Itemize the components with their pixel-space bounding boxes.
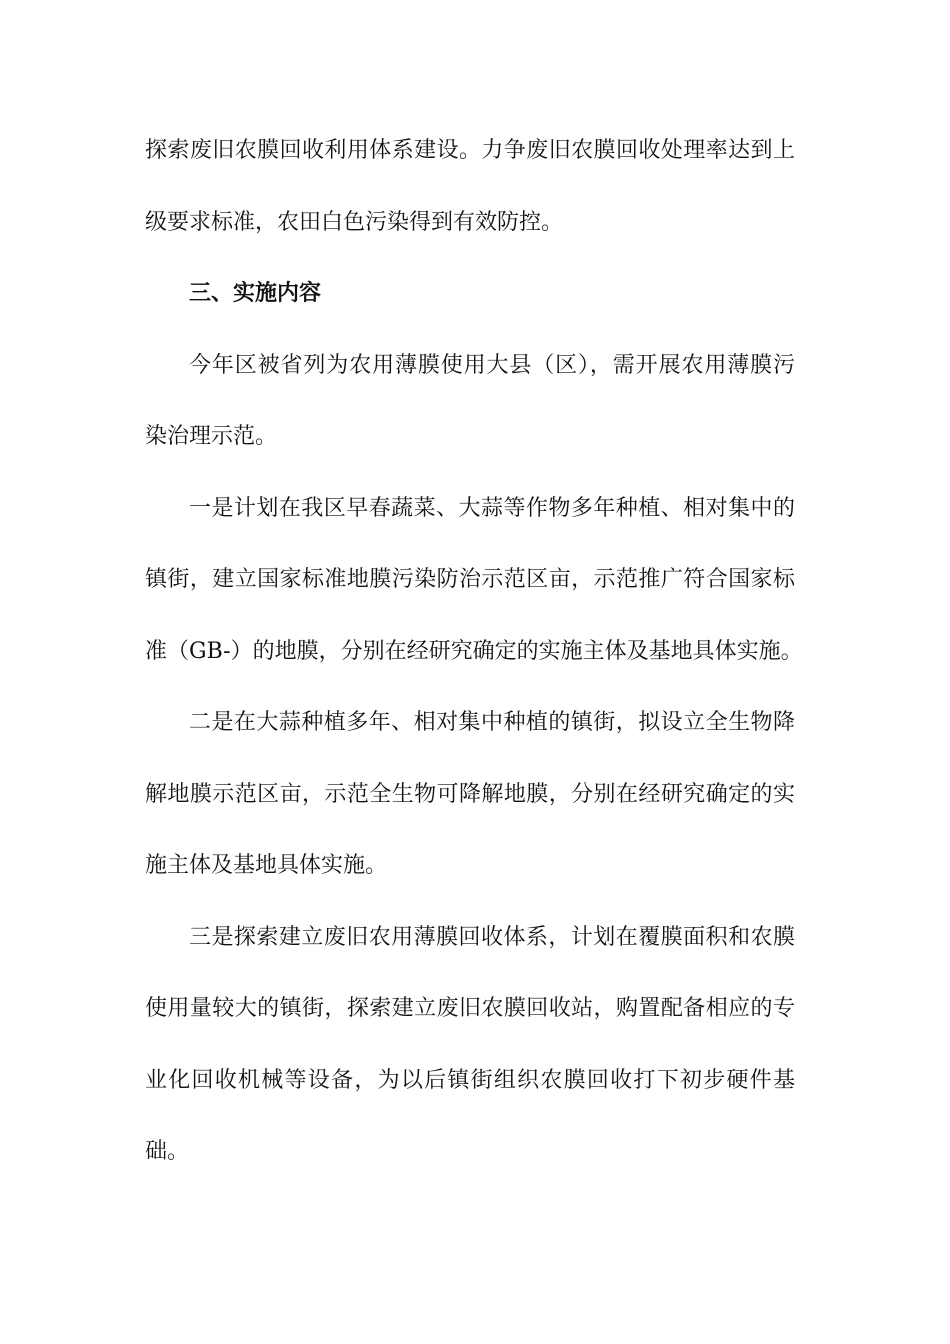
paragraph-line: 准（GB-）的地膜，分别在经研究确定的实施主体及基地具体实施。 <box>145 638 803 664</box>
paragraph-line: 二是在大蒜种植多年、相对集中种植的镇街，拟设立全生物降 <box>189 710 795 735</box>
section-heading: 三、实施内容 <box>189 281 322 306</box>
paragraph-line: 础。 <box>145 1139 190 1164</box>
paragraph-line: 级要求标准，农田白色污染得到有效防控。 <box>145 209 564 235</box>
paragraph-item-three <box>145 919 795 1172</box>
paragraph-line: 镇街，建立国家标准地膜污染防治示范区亩，示范推广符合国家标 <box>145 567 795 592</box>
paragraph-line: 今年区被省列为农用薄膜使用大县（区），需开展农用薄膜污 <box>189 352 795 378</box>
document-body <box>145 132 803 1205</box>
paragraph-line: 使用量较大的镇街，探索建立废旧农膜回收站，购置配备相应的专 <box>145 996 795 1021</box>
paragraph-item-one <box>145 490 803 671</box>
paragraph-line: 一是计划在我区早春蔬菜、大蒜等作物多年种植、相对集中的 <box>189 495 795 521</box>
paragraph-line: 三是探索建立废旧农用薄膜回收体系，计划在覆膜面积和农膜 <box>189 924 795 950</box>
paragraph-line: 施主体及基地具体实施。 <box>145 853 388 878</box>
paragraph-line: 探索废旧农膜回收利用体系建设。力争废旧农膜回收处理率达到上 <box>145 138 795 163</box>
paragraph-goal-continued <box>145 132 795 242</box>
paragraph-intro <box>145 347 795 457</box>
paragraph-line: 业化回收机械等设备，为以后镇街组织农膜回收打下初步硬件基 <box>145 1067 795 1093</box>
paragraph-line: 解地膜示范区亩，示范全生物可降解地膜，分别在经研究确定的实 <box>145 781 795 807</box>
paragraph-item-two <box>145 704 795 885</box>
paragraph-line: 染治理示范。 <box>145 424 278 449</box>
